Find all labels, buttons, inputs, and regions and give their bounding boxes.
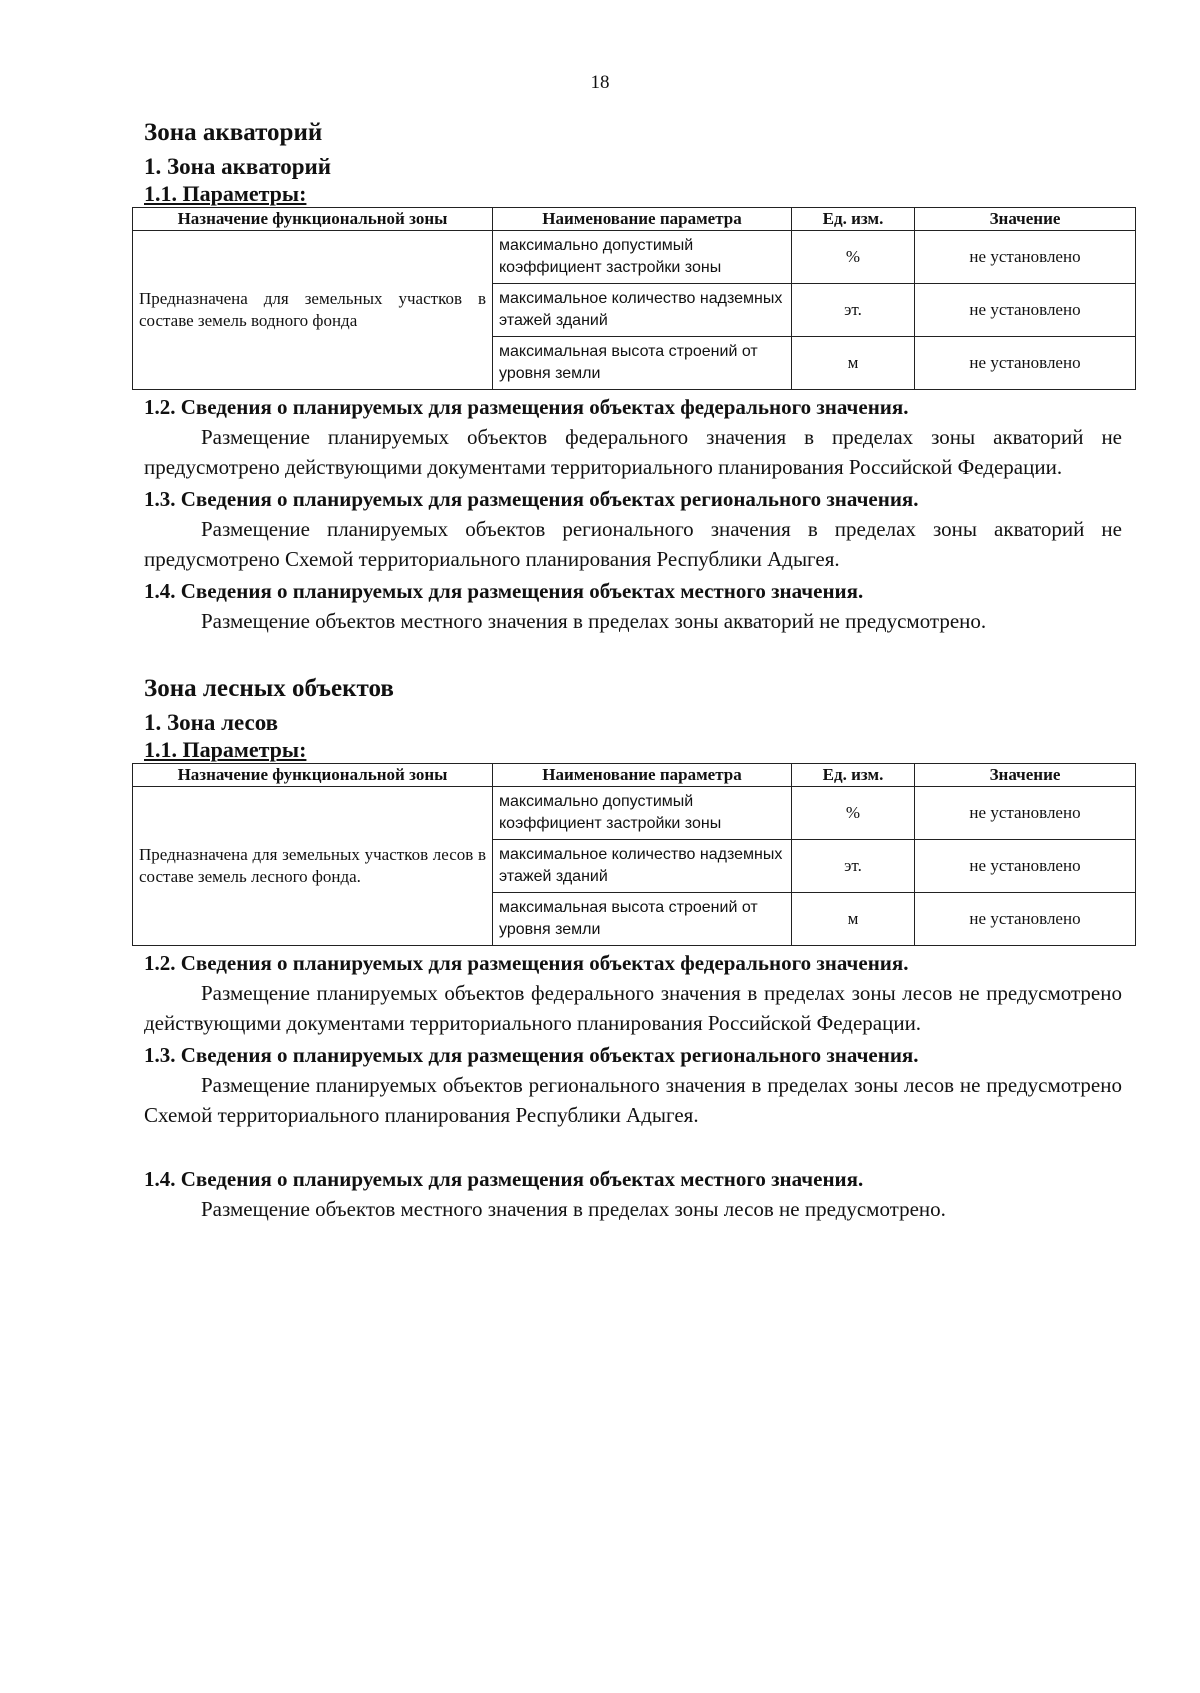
unit-cell: м bbox=[792, 337, 915, 390]
unit-cell: м bbox=[792, 893, 915, 946]
param-name-cell: максимально допустимый коэффициент застройки зоны bbox=[493, 787, 792, 840]
header-param-name: Наименование параметра bbox=[493, 764, 792, 787]
purpose-cell: Предназначена для земельных участков лесов в составе земель лесного фонда. bbox=[133, 787, 493, 946]
params-heading bbox=[144, 181, 1122, 207]
unit-cell: эт. bbox=[792, 284, 915, 337]
unit-cell: эт. bbox=[792, 840, 915, 893]
unit-cell: % bbox=[792, 231, 915, 284]
header-unit: Ед. изм. bbox=[792, 764, 915, 787]
subzone-title: 1. Зона лесов bbox=[144, 710, 279, 735]
page-number: 18 bbox=[590, 72, 610, 93]
table-header-row bbox=[133, 764, 1136, 787]
table-row bbox=[133, 231, 1136, 284]
param-name-cell: максимально допустимый коэффициент застройки зоны bbox=[493, 231, 792, 284]
value-cell: не установлено bbox=[915, 893, 1136, 946]
value-cell: не установлено bbox=[915, 337, 1136, 390]
param-name-cell: максимальная высота строений от уровня земли bbox=[493, 337, 792, 390]
section-text-local: Размещение объектов местного значения в пределах зоны акваторий не предусмотрено. bbox=[201, 609, 987, 633]
section-text-federal: Размещение планируемых объектов федерального значения в пределах зоны акваторий не предусмотрено действующими документами территориального планирования Российской Федерации. bbox=[144, 425, 1122, 479]
value-cell: не установлено bbox=[915, 231, 1136, 284]
section-heading-regional: 1.3. Сведения о планируемых для размещения объектах регионального значения. bbox=[144, 1043, 919, 1067]
zone-section-forest bbox=[139, 674, 1122, 1224]
unit-cell: % bbox=[792, 787, 915, 840]
parameters-table bbox=[132, 207, 1136, 390]
section-heading-local: 1.4. Сведения о планируемых для размещения объектах местного значения. bbox=[144, 579, 864, 603]
value-cell: не установлено bbox=[915, 840, 1136, 893]
params-heading-text: 1.1. Параметры: bbox=[144, 737, 307, 762]
param-name-cell: максимальное количество надземных этажей зданий bbox=[493, 840, 792, 893]
section-text-regional: Размещение планируемых объектов регионального значения в пределах зоны акваторий не предусмотрено Схемой территориального планирования Республики Адыгея. bbox=[144, 517, 1122, 571]
header-purpose: Назначение функциональной зоны bbox=[133, 208, 493, 231]
param-name-cell: максимальная высота строений от уровня земли bbox=[493, 893, 792, 946]
section-text-regional: Размещение планируемых объектов регионального значения в пределах зоны лесов не предусмотрено Схемой территориального планирования Республики Адыгея. bbox=[144, 1073, 1122, 1127]
zone-title: Зона лесных объектов bbox=[144, 675, 394, 702]
subzone-title: 1. Зона акваторий bbox=[144, 154, 332, 179]
header-value: Значение bbox=[915, 208, 1136, 231]
document-body bbox=[139, 118, 1122, 1224]
purpose-cell: Предназначена для земельных участков в составе земель водного фонда bbox=[133, 231, 493, 390]
header-purpose: Назначение функциональной зоны bbox=[133, 764, 493, 787]
value-cell: не установлено bbox=[915, 284, 1136, 337]
parameters-table bbox=[132, 763, 1136, 946]
header-unit: Ед. изм. bbox=[792, 208, 915, 231]
value-cell: не установлено bbox=[915, 787, 1136, 840]
section-heading-regional: 1.3. Сведения о планируемых для размещения объектах регионального значения. bbox=[144, 487, 919, 511]
params-heading-text: 1.1. Параметры: bbox=[144, 181, 307, 206]
section-text-federal: Размещение планируемых объектов федерального значения в пределах зоны лесов не предусмотрено действующими документами территориального планирования Российской Федерации. bbox=[144, 981, 1122, 1035]
table-row bbox=[133, 787, 1136, 840]
header-param-name: Наименование параметра bbox=[493, 208, 792, 231]
header-value: Значение bbox=[915, 764, 1136, 787]
zone-section-water bbox=[139, 118, 1122, 636]
section-heading-local: 1.4. Сведения о планируемых для размещения объектах местного значения. bbox=[144, 1167, 864, 1191]
section-text-local: Размещение объектов местного значения в пределах зоны лесов не предусмотрено. bbox=[201, 1197, 946, 1221]
table-header-row bbox=[133, 208, 1136, 231]
zone-title: Зона акваторий bbox=[144, 119, 323, 146]
params-heading bbox=[144, 737, 1122, 763]
section-heading-federal: 1.2. Сведения о планируемых для размещения объектах федерального значения. bbox=[144, 395, 909, 419]
param-name-cell: максимальное количество надземных этажей зданий bbox=[493, 284, 792, 337]
section-heading-federal: 1.2. Сведения о планируемых для размещения объектах федерального значения. bbox=[144, 951, 909, 975]
